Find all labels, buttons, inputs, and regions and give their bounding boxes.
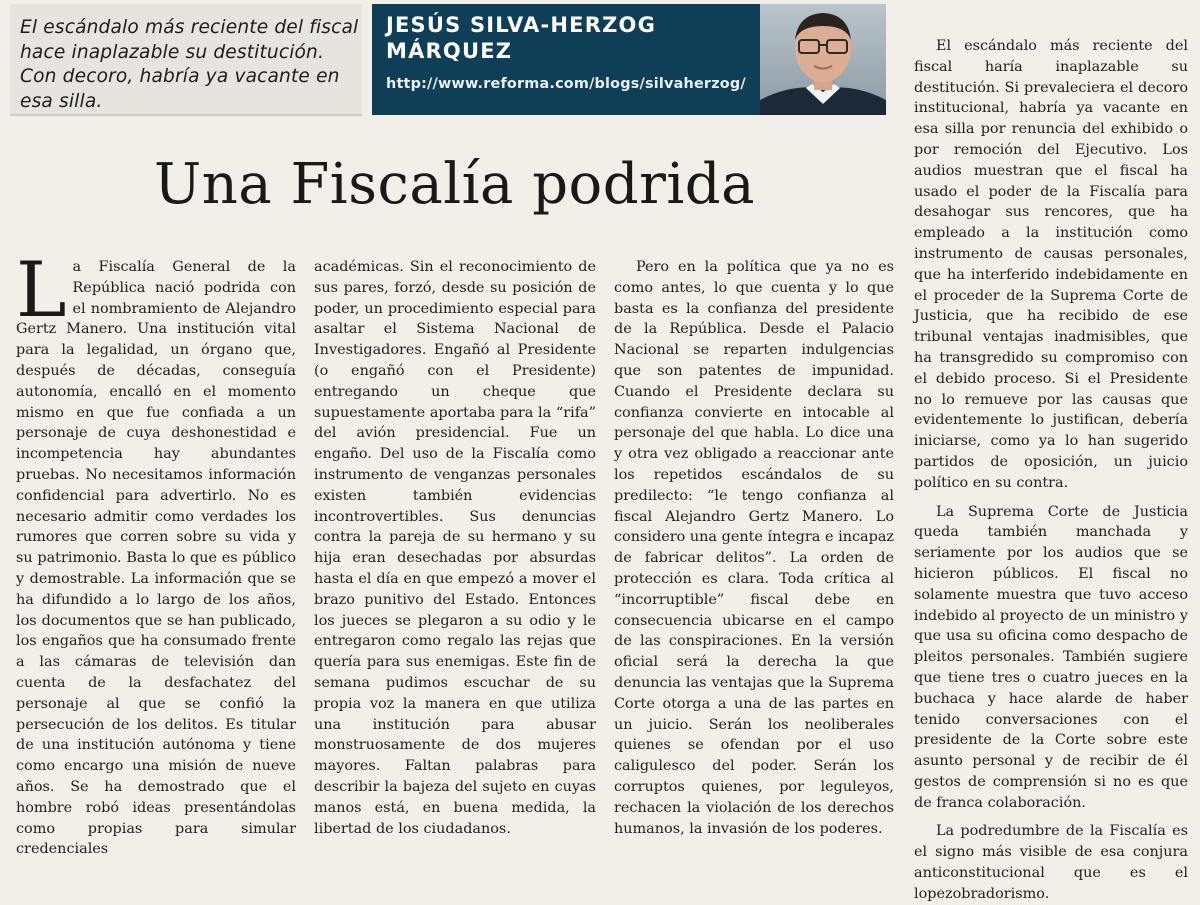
column-3-text: Pero en la política que ya no es como antes, lo que cuenta y lo que basta es la confianza del presidente de la República. Desde el Palacio Nacional se reparten indulgencias que son patentes de impunidad. Cuando el Presidente declara su confianza convierte en intocable al personaje del que habla. Lo dice una y otra vez obligado a reaccionar ante los repetidos escándalos de su predilecto: “le tengo confianza al fiscal Alejandro Gertz Manero. Lo considero una gente íntegra e incapaz de fabricar delitos”. La orden de protección es clara. Toda crítica al “incorruptible” fiscal debe en consecuencia ubicarse en el campo de las conspiraciones. En la versión oficial será la derecha la que denuncia las ventajas que la Suprema Corte otorga a una de las partes en un juicio. Serán los neoliberales quienes se ofendan por el uso caligulesco del poder. Serán los corruptos quienes, por leguleyos, rechacen la violación de los derechos humanos, la invasión de los poderes. [614, 259, 894, 837]
column-4-paragraph-2: La Suprema Corte de Justicia queda también manchada y seriamente por los audios que se hicieron públicos. El fiscal no solamente muestra que tuvo acceso indebido al proyecto de un ministro y que usa su oficina como despacho de pleitos personales. También sugiere que tiene tres o cuatro jueces en la buchaca y hace alarde de haber tenido conversaciones con el presidente de la Corte sobre este asunto personal y de recibir de él gestos de comprensión si no es que de franca colaboración. [914, 503, 1188, 811]
article-column-2 [314, 257, 596, 839]
author-name [386, 12, 656, 64]
column-1-text: a Fiscalía General de la República nació podrida con el nombramiento de Alejandro Gertz Manero. Una institución vital para la legalidad, un órgano que, después de décadas, conseguía autonomía, encalló en el momento mismo en que fue confiada a un personaje de cuya deshonestidad e incompetencia hay abundantes pruebas. No necesitamos información confidencial para advertirlo. No es necesario admitir como verdades los rumores que corren sobre su vida y su patrimonio. Basta lo que es público y demostrable. La información que se ha difundido a lo largo de los años, los documentos que se han publicado, los engaños que ha consumado frente a las cámaras de televisión dan cuenta de la desfachatez del personaje al que se confió la persecución de los delitos. Es titular de una institución autónoma y tiene como encargo una misión de nueve años. Se ha demostrado que el hombre robó ideas presentándolas como propias para simular credenciales [16, 259, 296, 858]
column-2-text: académicas. Sin el reconocimiento de sus pares, forzó, desde su posición de poder, un procedimiento especial para asaltar el Sistema Nacional de Investigadores. Engañó al Presidente (o engañó con el Presidente) entregando un cheque que supuestamente aportaba para la “rifa” del avión presidencial. Fue un engaño. Del uso de la Fiscalía como instrumento de venganzas personales existen también evidencias incontrovertibles. Sus denuncias contra la pareja de su hermano y su hija eran desechadas por absurdas hasta el día en que empezó a mover el brazo punitivo del Estado. Entonces los jueces se plegaron a su odio y le entregaron como regalo las rejas que quería para sus enemigas. Este fin de semana pudimos escuchar de su propia voz la manera en que utiliza una institución para abusar monstruosamente de dos mujeres mayores. Faltan palabras para describir la bajeza del sujeto en cuyas manos está, en buena medida, la libertad de los ciudadanos. [314, 259, 596, 837]
author-name-line2: MÁRQUEZ [386, 39, 513, 63]
author-banner [372, 4, 886, 115]
author-portrait-icon [760, 4, 886, 115]
pull-quote-box [10, 4, 362, 116]
headline: Una Fiscalía podrida [154, 152, 756, 217]
column-4-paragraph-1: El escándalo más reciente del fiscal haría inaplazable su destitución. Si prevaleciera el decoro institucional, habría ya vacante en esa silla por renuncia del exhibido o por remoción del Ejecutivo. Los audios muestran que el fiscal ha usado el poder de la Fiscalía para desahogar sus rencores, que ha empleado a la institución como instrumento de causas personales, que ha interferido indebidamente en el proceder de la Suprema Corte de Justicia, que ha recibido de ese tribunal ventajas inadmisibles, que ha transgredido su compromiso con el debido proceso. Si el Presidente no lo remueve por las causas que evidentemente lo justifican, debería iniciarse, como ya lo han sugerido partidos de oposición, un juicio político en su contra. [914, 38, 1188, 491]
author-name-line1: JESÚS SILVA-HERZOG [386, 13, 657, 37]
author-url[interactable]: http://www.reforma.com/blogs/silvaherzog/ [386, 76, 746, 92]
column-4-paragraph-3: La podredumbre de la Fiscalía es el signo más visible de esa conjura anticonstitucional que es el lopezobradorismo. [914, 823, 1188, 902]
article-column-1 [16, 245, 296, 860]
pull-quote: El escándalo más reciente del fiscal hace inaplazable su destitución. Con decoro, habría ya vacante en esa silla. [20, 17, 359, 112]
drop-cap: L [16, 245, 67, 334]
article-column-3 [614, 257, 894, 839]
article-column-4 [914, 36, 1188, 905]
